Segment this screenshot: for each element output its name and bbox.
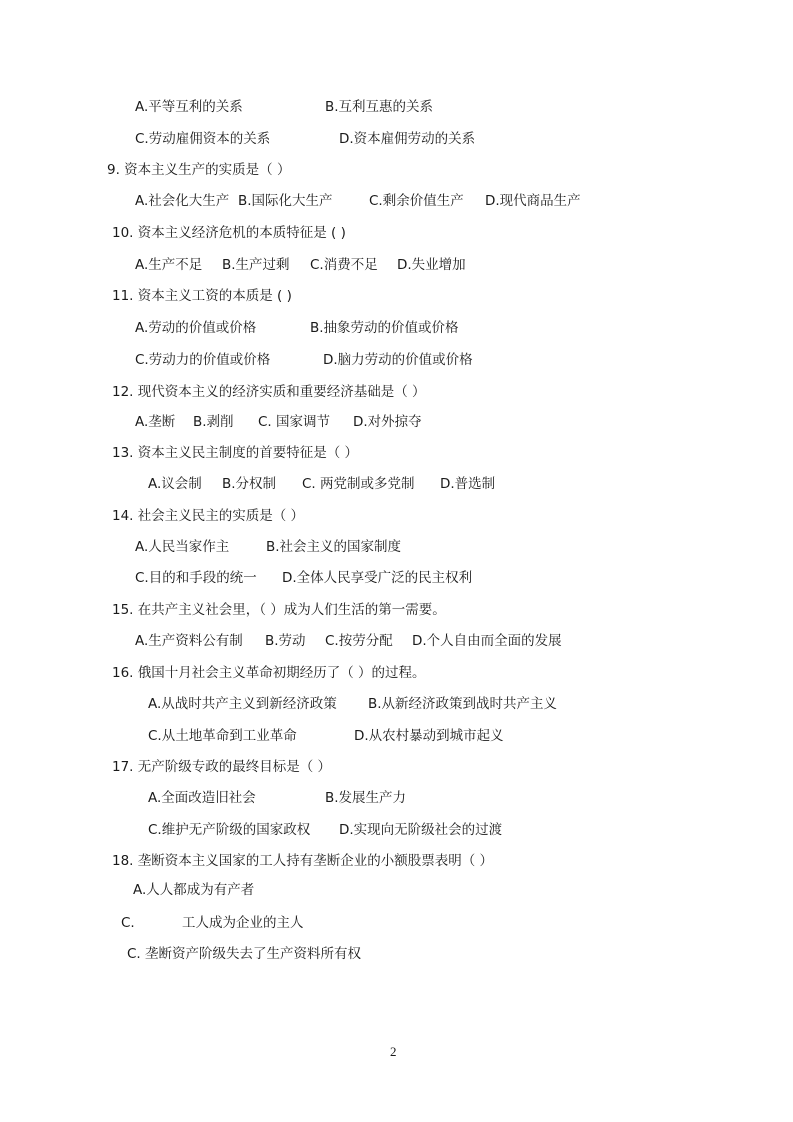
q12-option-a: A.垄断: [135, 414, 176, 430]
q12-option-d: D.对外掠夺: [353, 414, 422, 430]
q18-option-c1-label: C.: [121, 915, 135, 931]
q10-option-d: D.失业增加: [397, 257, 466, 273]
q10-stem: 10. 资本主义经济危机的本质特征是 ( ): [112, 225, 346, 241]
q16-option-b: B.从新经济政策到战时共产主义: [368, 696, 558, 712]
q13-option-b: B.分权制: [222, 476, 277, 492]
q18-option-a: A.人人都成为有产者: [133, 882, 255, 898]
q14-option-a: A.人民当家作主: [135, 539, 230, 555]
q8-option-a: A.平等互利的关系: [135, 99, 243, 115]
q17-option-d: D.实现向无阶级社会的过渡: [339, 822, 503, 838]
q12-option-c: C. 国家调节: [258, 414, 331, 430]
q13-stem: 13. 资本主义民主制度的首要特征是（ ）: [112, 445, 359, 461]
q13-option-d: D.普选制: [440, 476, 496, 492]
q11-option-b: B.抽象劳动的价值或价格: [310, 320, 459, 336]
q15-option-b: B.劳动: [265, 633, 306, 649]
q11-stem: 11. 资本主义工资的本质是 ( ): [112, 288, 292, 304]
q17-option-a: A.全面改造旧社会: [148, 790, 256, 806]
q16-option-d: D.从农村暴动到城市起义: [354, 728, 504, 744]
q10-option-c: C.消费不足: [310, 257, 378, 273]
q16-option-a: A.从战时共产主义到新经济政策: [148, 696, 337, 712]
q15-option-d: D.个人自由而全面的发展: [412, 633, 562, 649]
q11-option-c: C.劳动力的价值或价格: [135, 352, 271, 368]
q17-stem: 17. 无产阶级专政的最终目标是（ ）: [112, 759, 332, 775]
q18-option-c1-text: 工人成为企业的主人: [182, 915, 304, 931]
q8-option-b: B.互利互惠的关系: [325, 99, 434, 115]
q17-option-c: C.维护无产阶级的国家政权: [148, 822, 311, 838]
q12-option-b: B.剥削: [193, 414, 234, 430]
q8-option-c: C.劳动雇佣资本的关系: [135, 131, 271, 147]
q9-option-a: A.社会化大生产: [135, 193, 230, 209]
q9-option-b: B.国际化大生产: [238, 193, 333, 209]
q10-option-b: B.生产过剩: [222, 257, 290, 273]
q13-option-a: A.议会制: [148, 476, 202, 492]
q13-option-c: C. 两党制或多党制: [302, 476, 415, 492]
q16-stem: 16. 俄国十月社会主义革命初期经历了（ ）的过程。: [112, 665, 426, 681]
q17-option-b: B.发展生产力: [325, 790, 407, 806]
q12-stem: 12. 现代资本主义的经济实质和重要经济基础是（ ）: [112, 384, 426, 400]
q15-stem: 15. 在共产主义社会里，（ ）成为人们生活的第一需要。: [112, 602, 446, 618]
q14-stem: 14. 社会主义民主的实质是（ ）: [112, 508, 305, 524]
q10-option-a: A.生产不足: [135, 257, 203, 273]
q15-option-c: C.按劳分配: [325, 633, 393, 649]
q14-option-d: D.全体人民享受广泛的民主权利: [282, 570, 473, 586]
q11-option-a: A.劳动的价值或价格: [135, 320, 257, 336]
q9-stem: 9. 资本主义生产的实质是（ ）: [107, 162, 291, 178]
q15-option-a: A.生产资料公有制: [135, 633, 243, 649]
q14-option-c: C.目的和手段的统一: [135, 570, 257, 586]
q16-option-c: C.从土地革命到工业革命: [148, 728, 297, 744]
q8-option-d: D.资本雇佣劳动的关系: [339, 131, 476, 147]
q9-option-c: C.剩余价值生产: [369, 193, 464, 209]
q14-option-b: B.社会主义的国家制度: [266, 539, 402, 555]
q18-option-c2: C. 垄断资产阶级失去了生产资料所有权: [127, 946, 362, 962]
q18-stem: 18. 垄断资本主义国家的工人持有垄断企业的小额股票表明（ ）: [112, 853, 494, 869]
page-number: 2: [390, 1044, 397, 1059]
q9-option-d: D.现代商品生产: [485, 193, 581, 209]
q11-option-d: D.脑力劳动的价值或价格: [323, 352, 473, 368]
